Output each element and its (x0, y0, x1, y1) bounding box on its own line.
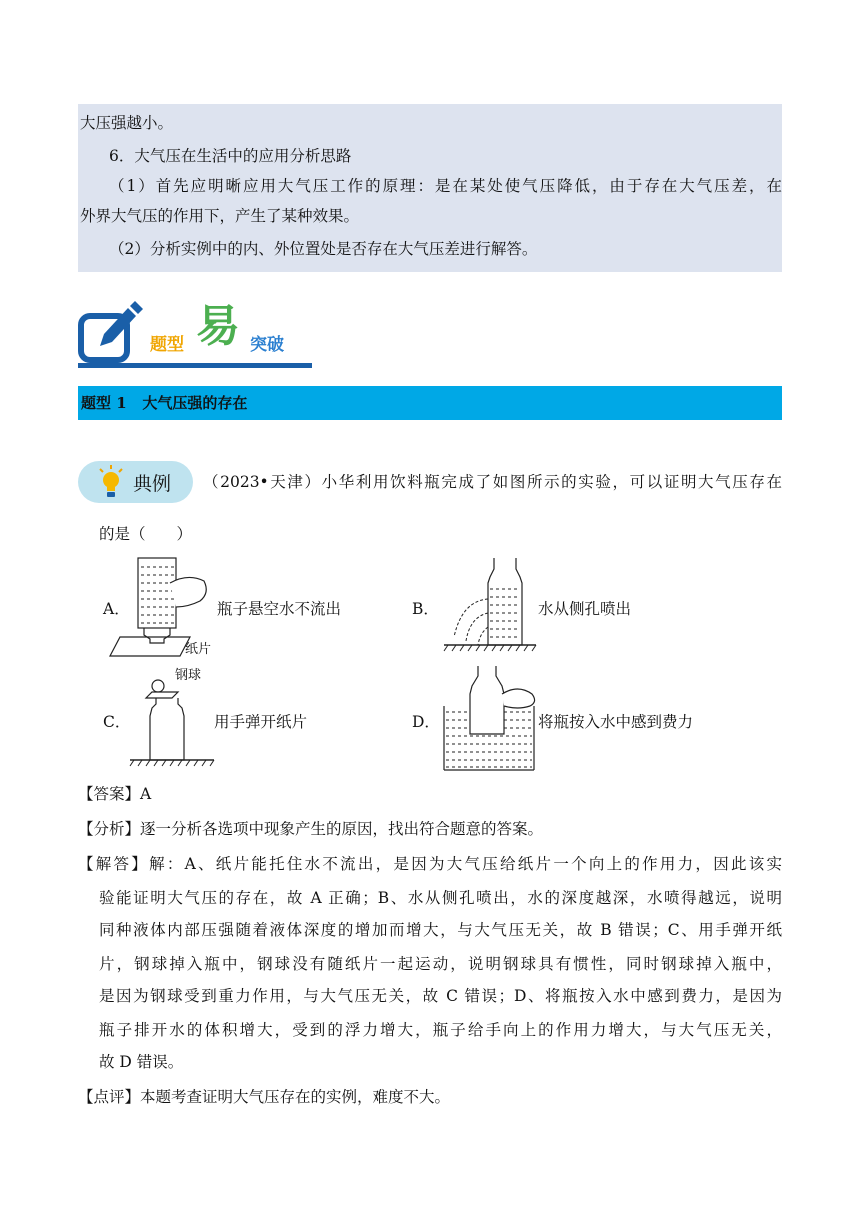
option-c-figure (128, 664, 216, 774)
logo-text-yi: 易 (196, 301, 240, 352)
option-b-caption: 水从侧孔喷出 (538, 600, 632, 618)
solution-line-7: 故 D 错误。 (99, 1053, 184, 1071)
logo-text-tixing: 题型 (150, 335, 184, 355)
solution-line-3: 同种液体内部压强随着液体深度的增加而增大，与大气压无关，故 B 错误；C、用手弹开纸 (99, 921, 782, 939)
comment-line (78, 1086, 450, 1108)
question-stem-line2: 的是（ ） (99, 525, 193, 543)
option-b-letter: B． (412, 600, 439, 618)
point6-item1-line2: 外界大气压的作用下，产生了某种效果。 (80, 207, 360, 225)
solution-line-4: 片，钢球掉入瓶中，钢球没有随纸片一起运动，说明钢球具有惯性，同时钢球掉入瓶中， (99, 955, 782, 973)
point6-title: 6．大气压在生活中的应用分析思路 (109, 147, 352, 165)
logo-text-tupo: 突破 (250, 335, 284, 355)
analysis-line (78, 818, 543, 840)
answer-value: A (140, 785, 152, 803)
summary-continued-line: 大压强越小。 (80, 114, 174, 132)
option-c-label-ball: 钢球 (175, 668, 202, 683)
option-b-figure (442, 555, 538, 657)
answer-line (78, 783, 151, 805)
option-d-figure (440, 664, 540, 774)
example-badge-label: 典例 (133, 473, 172, 495)
summary-box (78, 104, 782, 272)
comment-tag: 【点评】 (78, 1088, 141, 1106)
section-logo (78, 292, 314, 370)
option-d-letter: D． (412, 713, 440, 731)
option-a-letter: A． (103, 600, 130, 618)
analysis-tag: 【分析】 (78, 820, 141, 838)
solution-text-1: 解：A、纸片能托住水不流出，是因为大气压给纸片一个向上的作用力，因此该实 (149, 855, 782, 873)
option-a-caption: 瓶子悬空水不流出 (217, 600, 342, 618)
solution-tag: 【解答】 (78, 855, 150, 873)
section-banner (78, 386, 782, 420)
answer-tag: 【答案】 (78, 785, 141, 803)
lightbulb-icon (98, 465, 124, 499)
point6-item2: （2）分析实例中的内、外位置处是否存在大气压差进行解答。 (109, 240, 538, 258)
point6-item1-line1: （1）首先应明晰应用大气压工作的原理：是在某处使气压降低，由于存在大气压差，在 (109, 177, 782, 195)
solution-line-5: 是因为钢球受到重力作用，与大气压无关，故 C 错误；D、将瓶按入水中感到费力，是因为 (99, 987, 782, 1005)
solution-line-1 (78, 853, 782, 875)
option-c-letter: C． (103, 713, 131, 731)
analysis-text: 逐一分析各选项中现象产生的原因，找出符合题意的答案。 (140, 820, 544, 838)
option-c-caption: 用手弹开纸片 (214, 713, 308, 731)
solution-line-6: 瓶子排开水的体积增大，受到的浮力增大，瓶子给手向上的作用力增大，与大气压无关， (99, 1021, 782, 1039)
solution-line-2: 验能证明大气压的存在，故 A 正确；B、水从侧孔喷出，水的深度越深，水喷得越远，说明 (99, 889, 782, 907)
example-badge (78, 461, 193, 503)
banner-title: 题型 1 大气压强的存在 (81, 394, 248, 412)
option-d-caption: 将瓶按入水中感到费力 (538, 713, 694, 731)
comment-text: 本题考查证明大气压存在的实例，难度不大。 (140, 1088, 451, 1106)
question-stem-line1: （2023•天津）小华利用饮料瓶完成了如图所示的实验，可以证明大气压存在 (203, 473, 782, 491)
option-a-label-paper: 纸片 (185, 642, 212, 657)
